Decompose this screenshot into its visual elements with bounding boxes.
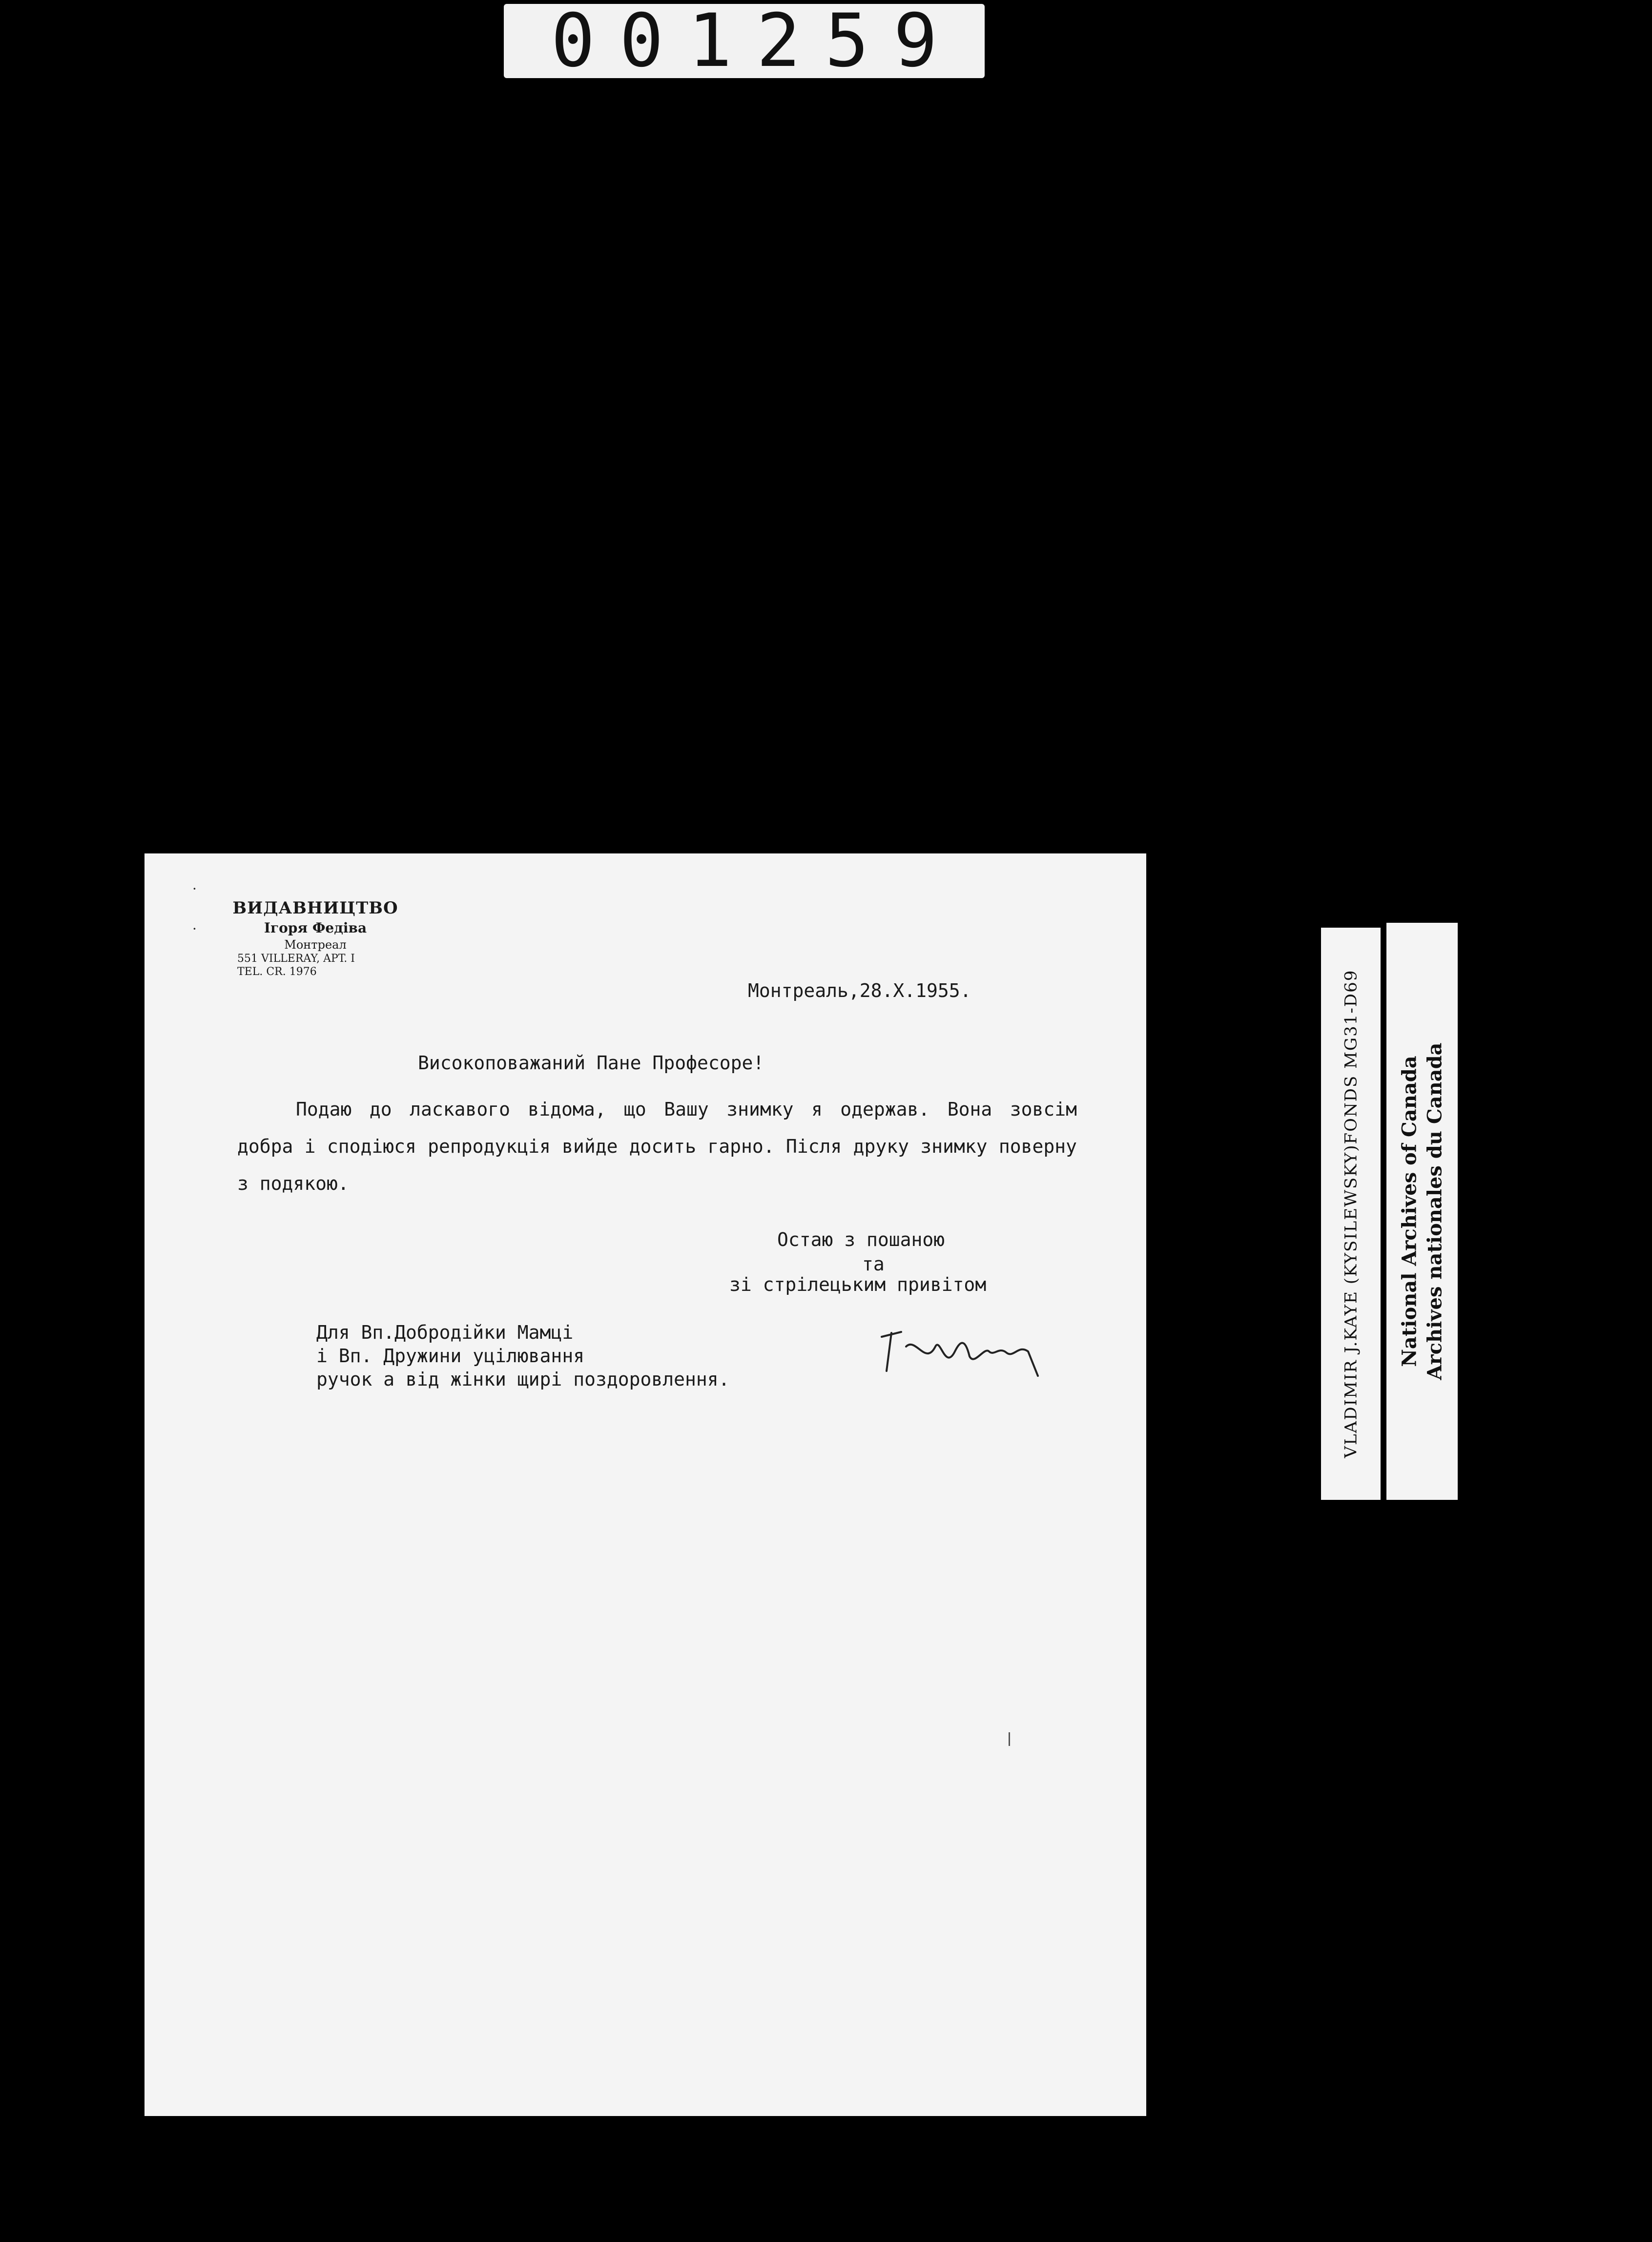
margin-mark: · xyxy=(192,921,197,937)
place-date: Монтреаль,28.X.1955. xyxy=(748,980,971,1001)
archives-label-en: National Archives of Canada xyxy=(1398,1056,1421,1367)
archives-label-text xyxy=(1397,1043,1447,1380)
stray-mark xyxy=(1009,1732,1010,1746)
frame-number: 001259 xyxy=(551,0,962,83)
letter-page xyxy=(145,853,1146,2116)
fonds-label xyxy=(1321,928,1381,1500)
archives-label xyxy=(1386,923,1458,1500)
salutation: Високоповажаний Пане Професоре! xyxy=(418,1052,764,1074)
archives-label-fr: Archives nationales du Canada xyxy=(1423,1042,1446,1380)
margin-mark: · xyxy=(192,881,197,897)
letter-body xyxy=(237,1091,1077,1202)
letter-body-text: Подаю до ласкавого відома, що Вашу знимку я одержав. Вона зовсім добра і сподіюся репродукція вийде досить гарно. Після друку знимку поверну з подякою. xyxy=(237,1099,1077,1194)
frame-number-plate xyxy=(504,0,985,83)
closing-line-2: та xyxy=(862,1253,885,1275)
postscript-line-2: і Вп. Дружини уцілювання xyxy=(316,1345,585,1367)
letterhead xyxy=(232,898,398,978)
publisher-city: Монтреал xyxy=(284,938,347,952)
publisher-phone: TEL. CR. 1976 xyxy=(237,966,317,978)
publisher-name: ВИДАВНИЦТВО xyxy=(232,898,398,918)
postscript-line-3: ручок а від жінки щирі поздоровлення. xyxy=(316,1369,730,1390)
fonds-label-text: VLADIMIR J.KAYE (KYSILEWSKY)FONDS MG31-D69 xyxy=(1341,969,1361,1458)
publisher-owner: Ігоря Федіва xyxy=(264,920,367,936)
handwritten-signature xyxy=(872,1317,1048,1386)
closing-line-1: Остаю з пошаною xyxy=(777,1229,945,1250)
postscript-line-1: Для Вп.Добродійки Мамці xyxy=(316,1322,574,1343)
closing-line-3: зі стрілецьким привітом xyxy=(729,1274,987,1295)
publisher-address: 551 VILLERAY, APT. I xyxy=(237,953,355,965)
